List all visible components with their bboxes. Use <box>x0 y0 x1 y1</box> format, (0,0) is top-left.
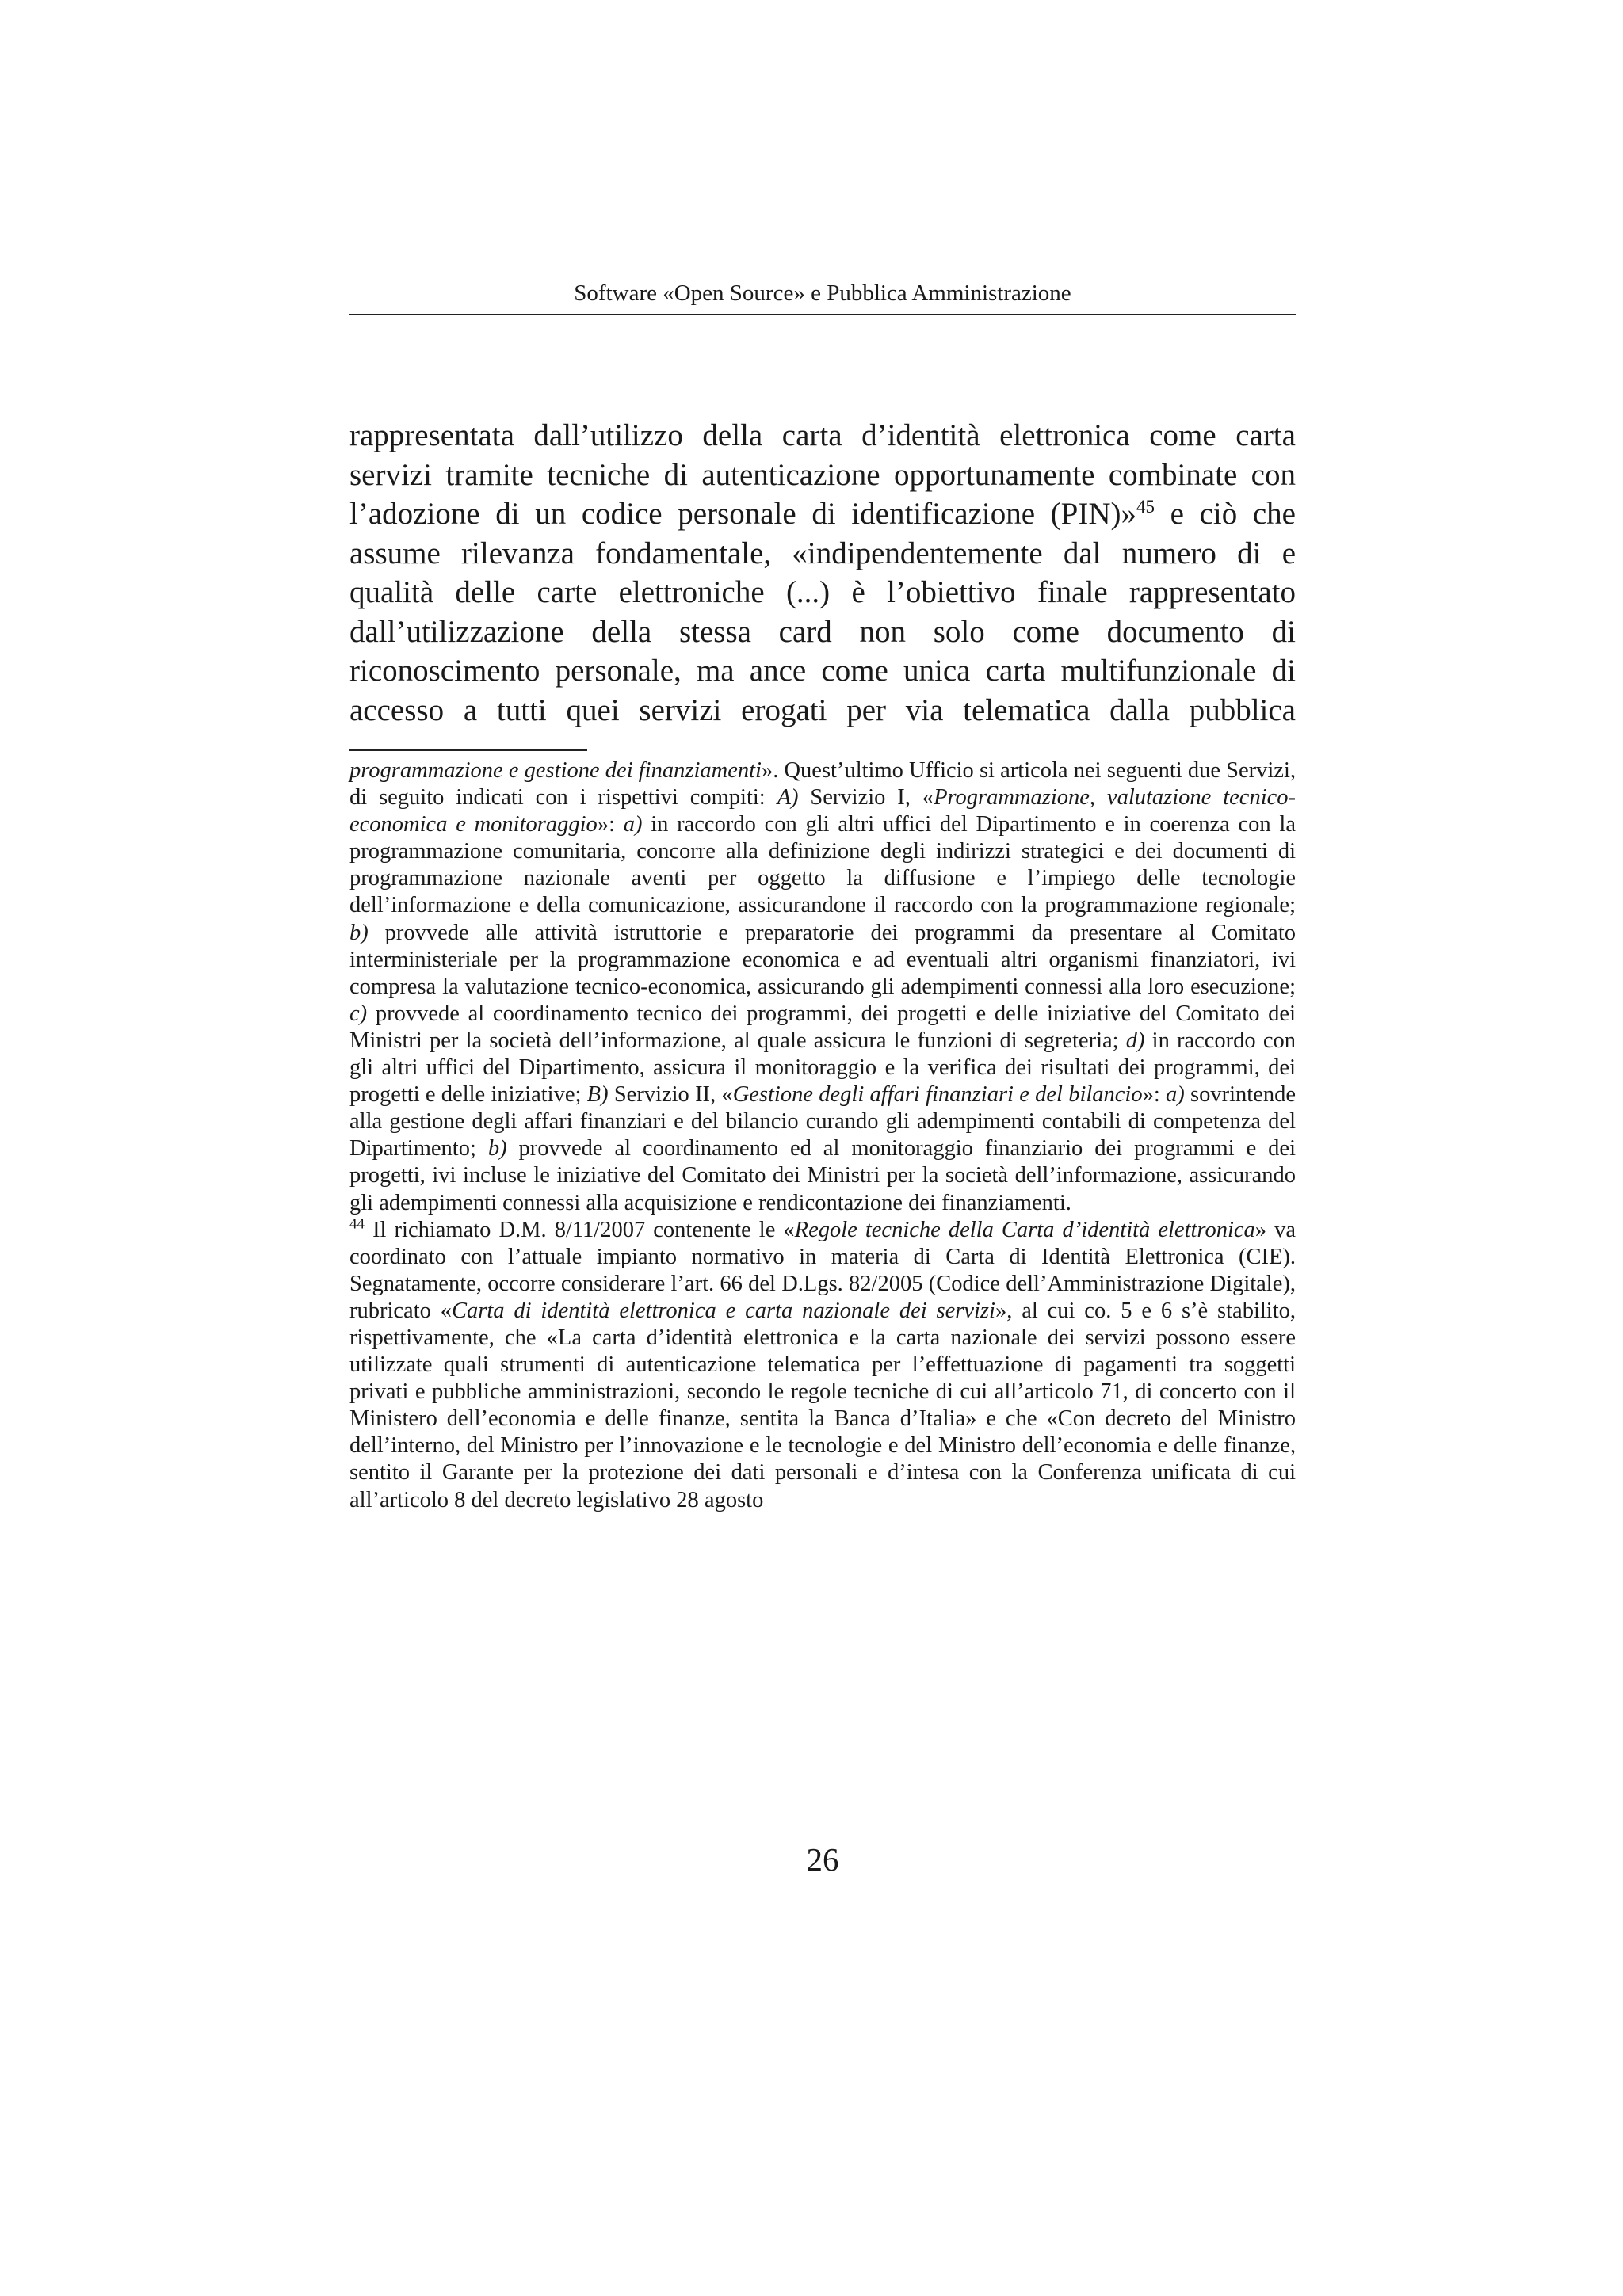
footnote-number: 44 <box>349 1215 365 1233</box>
footnote-text-italic: c) <box>349 1001 368 1026</box>
header-rule <box>349 314 1296 315</box>
footnote-text: »: <box>1142 1082 1167 1108</box>
page-number: 26 <box>806 1841 839 1878</box>
footnote-text-italic: b) <box>349 920 369 945</box>
footnote-text: provvede al coordinamento tecnico dei programmi, dei progetti e delle iniziative del Comitato dei Ministri per la società dell’informazione, al quale assicura le funzioni di segreteria; <box>349 1001 1296 1053</box>
footnotes-area <box>349 757 1296 1514</box>
body-text-part1: rappresentata dall’utilizzo della carta d’identità elettronica come carta servizi tramite tecniche di autenticazione opportunamente combinate con l’adozione di un codice personale di identificazione (PIN)» <box>349 418 1296 531</box>
footnote-text-italic: Carta di identità elettronica e carta nazionale dei servizi <box>451 1298 995 1323</box>
footnote-text-italic: Regole tecniche della Carta d’identità elettronica <box>794 1217 1255 1242</box>
footnote-text-italic: b) <box>487 1136 507 1161</box>
footnote-text: ». Quest’ultimo Ufficio si articola nei seguenti due Servizi, di seguito indicati con i rispettivi compiti: <box>349 758 1296 810</box>
footnote-continued <box>349 757 1296 1217</box>
footnote-text: », al cui co. 5 e 6 s’è stabilito, rispettivamente, che «La carta d’identità elettronica e la carta nazionale dei servizi possono essere utilizzate quali strumenti di autenticazione telematica per l’effettuazione di pagamenti tra soggetti privati e pubbliche amministrazioni, secondo le regole tecniche di cui all’articolo 71, di concerto con il Ministero dell’economia e delle finanze, sentita la Banca d’Italia» e che «Con decreto del Ministro dell’interno, del Ministro per l’innovazione e le tecnologie e del Ministro dell’economia e delle finanze, sentito il Garante per la protezione dei dati personali e d’intesa con la Conferenza unificata di cui all’articolo 8 del decreto legislativo 28 agosto <box>349 1298 1296 1512</box>
footnote-text: »: <box>597 812 624 837</box>
footnote-text-italic: B) <box>586 1082 609 1108</box>
footnote-text: provvede al coordinamento ed al monitoraggio finanziario dei programmi e dei progetti, ivi incluse le iniziative del Comitato dei Ministri per la società dell’informazione, assicurando gli adempimenti connessi alla acquisizione e rendicontazione dei finanziamenti. <box>349 1136 1296 1215</box>
footnote-text-italic: Programmazione, valutazione tecnico-economica e monitoraggio <box>349 785 1296 837</box>
footnote-text: in raccordo con gli altri uffici del Dipartimento, assicura il monitoraggio e la verifica dei risultati dei programmi, dei progetti e delle iniziative; <box>349 1028 1296 1108</box>
footnote-text: Servizio II, « <box>608 1082 733 1108</box>
footnote-reference[interactable]: 45 <box>1136 497 1155 517</box>
footnote-text: Il richiamato D.M. 8/11/2007 contenente le « <box>365 1217 795 1242</box>
footnote-text-italic: a) <box>623 812 643 837</box>
footnote-text-italic: programmazione e gestione dei finanziamenti <box>349 758 762 783</box>
footnote-44 <box>349 1217 1296 1514</box>
footnote-text-italic: a) <box>1166 1082 1185 1108</box>
footnote-text-italic: A) <box>777 785 799 810</box>
body-paragraph <box>349 416 1296 730</box>
footnote-text: sovrintende alla gestione degli affari finanziari e del bilancio curando gli adempimenti contabili di competenza del Dipartimento; <box>349 1082 1296 1161</box>
footnote-text: Servizio I, « <box>798 785 934 810</box>
footnote-text-italic: d) <box>1125 1028 1145 1053</box>
running-header: Software «Open Source» e Pubblica Amministrazione <box>574 280 1071 306</box>
footnote-text-italic: Gestione degli affari finanziari e del bilancio <box>732 1082 1143 1108</box>
body-text-part2: e ciò che assume rilevanza fondamentale, «indipendentemente dal numero di e qualità delle carte elettroniche (...) è l’obiettivo finale rappresentato dall’utilizzazione della stessa card non solo come documento di riconoscimento personale, ma ance come unica carta multifunzionale di accesso a tutti quei servizi erogati per via telematica dalla pubblica <box>349 497 1296 727</box>
footnote-text: » va coordinato con l’attuale impianto normativo in materia di Carta di Identità Elettronica (CIE). Segnatamente, occorre considerare l’art. 66 del D.Lgs. 82/2005 (Codice dell’Amministrazione Digitale), rubricato « <box>349 1217 1296 1323</box>
footnote-text: provvede alle attività istruttorie e preparatorie dei programmi da presentare al Comitato interministeriale per la programmazione economica e ad eventuali altri organismi finanziatori, ivi compresa la valutazione tecnico-economica, assicurando gli adempimenti connessi alla loro esecuzione; <box>349 920 1296 999</box>
footnote-text: in raccordo con gli altri uffici del Dipartimento e in coerenza con la programmazione comunitaria, concorre alla definizione degli indirizzi strategici e dei documenti di programmazione nazionale aventi per oggetto la diffusione e l’impiego delle tecnologie dell’informazione e della comunicazione, assicurandone il raccordo con la programmazione regionale; <box>349 812 1296 918</box>
footnote-separator <box>349 749 587 751</box>
